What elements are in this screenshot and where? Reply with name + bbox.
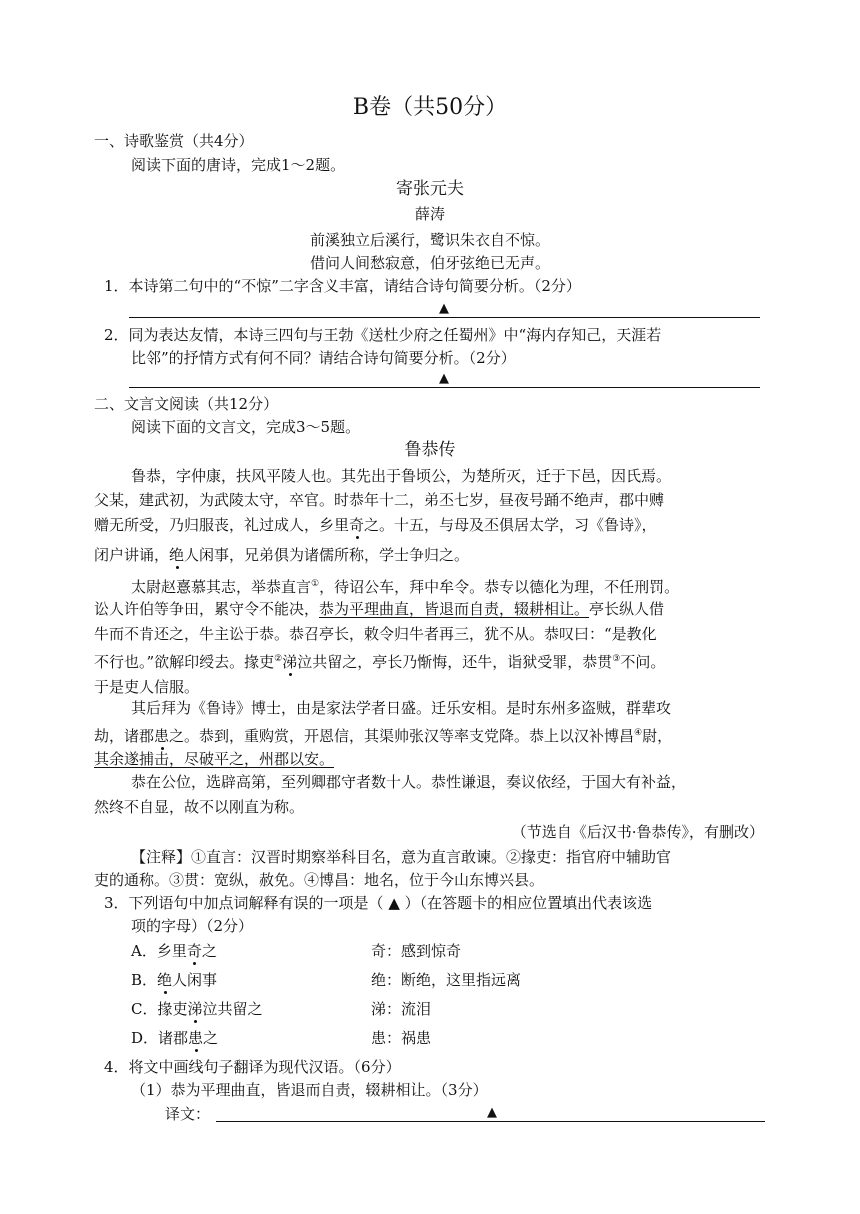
footnote-ref: ② bbox=[274, 654, 283, 664]
option-a[interactable]: A．乡里奇之 bbox=[131, 942, 217, 960]
option-d-explanation: 患：祸患 bbox=[371, 1029, 432, 1047]
question-1: 1．本诗第二句中的“不惊”二字含义丰富，请结合诗句简要分析。（2分） bbox=[104, 277, 581, 295]
passage-line: 父某，建武初，为武陵太守，卒官。时恭年十二，弟丕七岁，昼夜号踊不绝声，郡中赙 bbox=[94, 491, 665, 509]
dotted-word: 患 bbox=[154, 727, 170, 745]
passage-line bbox=[94, 749, 334, 769]
passage-line: 闭户讲诵，绝人闲事，兄弟俱为诸儒所称，学士争归之。 bbox=[94, 546, 470, 564]
option-b-explanation: 绝：断绝，这里指远离 bbox=[371, 971, 522, 989]
dotted-word: 奇 bbox=[186, 942, 202, 960]
question-4-1: （1）恭为平理曲直，皆退而自责，辍耕相让。（3分） bbox=[131, 1081, 488, 1099]
answer-marker: ▲ bbox=[439, 301, 449, 316]
passage-line: 恭在公位，选辟高第，至列卿郡守者数十人。恭性谦退，奏议依经，于国大有补益， bbox=[131, 773, 687, 791]
poem-line: 借问人间愁寂意，伯牙弦绝已无声。 bbox=[309, 254, 550, 272]
poem-line: 前溪独立后溪行，鹭识朱衣自不惊。 bbox=[309, 231, 550, 249]
passage-source: （节选自《后汉书·鲁恭传》，有删改） bbox=[511, 823, 764, 841]
section-heading: 一、诗歌鉴赏（共4分） bbox=[94, 132, 254, 150]
answer-line[interactable] bbox=[129, 317, 760, 318]
passage-line: 讼人许伯等争田，累守令不能决，恭为平理曲直，皆退而自责，辍耕相让。亭长纵人借 bbox=[94, 600, 665, 618]
answer-marker: ▲ bbox=[439, 371, 449, 386]
passage-line: 劫，诸郡患之。恭到，重购赏，开恩信，其渠帅张汉等率支党降。恭上以汉补博昌④尉， bbox=[94, 727, 673, 745]
poem-title: 寄张元夫 bbox=[396, 179, 464, 199]
option-c[interactable]: C．掾吏涕泣共留之 bbox=[131, 1000, 263, 1018]
answer-line[interactable] bbox=[129, 387, 760, 388]
passage-line: 其后拜为《鲁诗》博士，由是家法学者日盛。迁乐安相。是时东州多盗贼，群辈攻 bbox=[131, 699, 672, 717]
annotation: 吏的通称。③贯：宽纵，赦免。④博昌：地名，位于今山东博兴县。 bbox=[94, 871, 545, 889]
passage-line: 于是吏人信服。 bbox=[94, 678, 200, 696]
option-a-explanation: 奇：感到惊奇 bbox=[371, 942, 462, 960]
dotted-word: 患 bbox=[188, 1029, 204, 1047]
annotation: 【注释】①直言：汉晋时期察举科目名，意为直言敢谏。②掾吏：指官府中辅助官 bbox=[131, 848, 672, 866]
option-d[interactable]: D．诸郡患之 bbox=[131, 1029, 219, 1047]
question-4: 4．将文中画线句子翻译为现代汉语。（6分） bbox=[104, 1058, 401, 1076]
passage-title: 鲁恭传 bbox=[404, 440, 456, 460]
passage-line: 不行也。”欲解印绶去。掾吏②涕泣共留之，亭长乃惭悔，还牛，诣狱受罪，恭贯③不问。 bbox=[94, 653, 666, 671]
dotted-word: 奇 bbox=[349, 516, 365, 534]
dotted-word: 涕 bbox=[282, 653, 298, 671]
page-title: B卷（共50分） bbox=[352, 95, 508, 120]
question-2-cont: 比邻”的抒情方式有何不同？请结合诗句简要分析。（2分） bbox=[131, 349, 516, 367]
translation-line[interactable] bbox=[216, 1121, 765, 1122]
dotted-word: 绝 bbox=[169, 546, 185, 564]
passage-line: 赠无所受，乃归服丧，礼过成人，乡里奇之。十五，与母及丕俱居太学，习《鲁诗》， bbox=[94, 516, 657, 534]
footnote-ref: ③ bbox=[612, 654, 621, 664]
footnote-ref: ④ bbox=[634, 728, 643, 738]
passage-line: 太尉赵憙慕其志，举恭直言①，待诏公车，拜中牟令。恭专以德化为理，不任刑罚。 bbox=[131, 578, 680, 596]
underlined-sentence: 其余遂捕击，尽破平之，州郡以安。 bbox=[94, 750, 335, 768]
option-c-explanation: 涕：流泪 bbox=[371, 1000, 432, 1018]
section-intro: 阅读下面的文言文，完成3～5题。 bbox=[131, 418, 361, 436]
section-heading: 二、文言文阅读（共12分） bbox=[94, 395, 279, 413]
question-3-cont: 项的字母）（2分） bbox=[131, 917, 254, 935]
translation-label: 译文： bbox=[165, 1105, 211, 1123]
poem-author: 薛涛 bbox=[414, 205, 445, 223]
passage-line: 然终不自显，故不以刚直为称。 bbox=[94, 798, 305, 816]
question-3: 3．下列语句中加点词解释有误的一项是（ ▲ ）（在答题卡的相应位置填出代表该选 bbox=[104, 894, 653, 912]
section-intro: 阅读下面的唐诗，完成1～2题。 bbox=[131, 156, 346, 174]
option-b[interactable]: B．绝人闲事 bbox=[131, 971, 218, 989]
question-2: 2．同为表达友情，本诗三四句与王勃《送杜少府之任蜀州》中“海内存知己，天涯若 bbox=[104, 326, 662, 344]
footnote-ref: ① bbox=[311, 579, 320, 589]
dotted-word: 涕 bbox=[187, 1000, 203, 1018]
passage-line: 牛而不肯还之，牛主讼于恭。恭召亭长，敕令归牛者再三，犹不从。恭叹曰：“是教化 bbox=[94, 625, 657, 643]
answer-marker: ▲ bbox=[487, 1105, 497, 1120]
passage-line: 鲁恭，字仲康，扶风平陵人也。其先出于鲁顷公，为楚所灭，迁于下邑，因氏焉。 bbox=[131, 467, 672, 485]
underlined-sentence: 恭为平理曲直，皆退而自责，辍耕相让。 bbox=[319, 600, 590, 618]
dotted-word: 绝 bbox=[157, 971, 173, 989]
